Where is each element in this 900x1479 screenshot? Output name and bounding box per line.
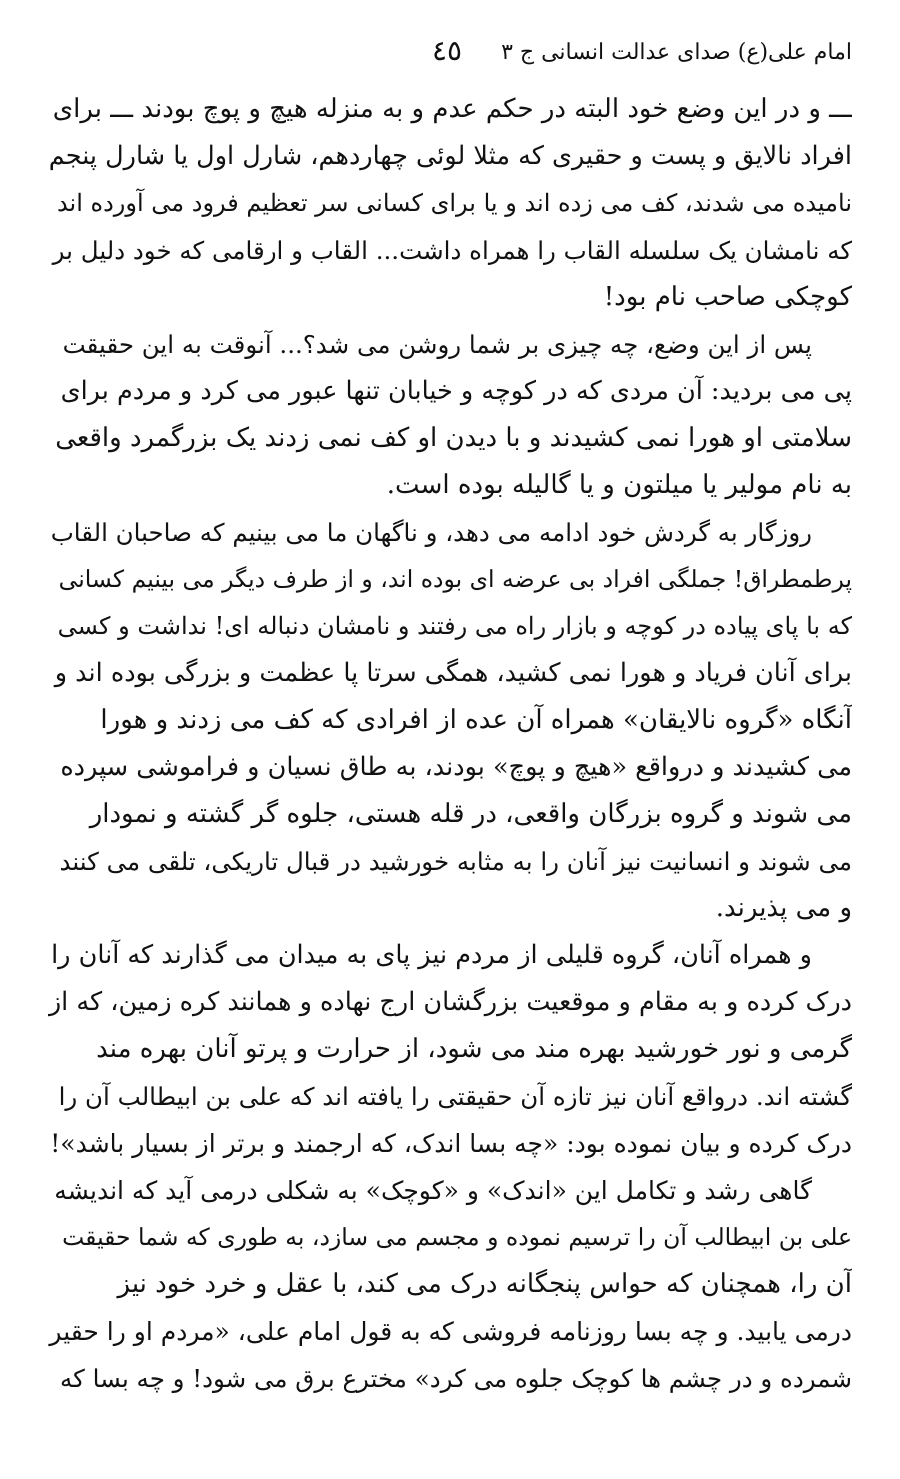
text-line: ـــ و در این وضع خود البته در حکم عدم و به منزله هیچ و پوچ بودند ـــ برای <box>52 94 852 124</box>
paragraph <box>48 321 852 509</box>
text-line: می کشیدند و درواقع «هیچ و پوچ» بودند، به طاق نسیان و فراموشی سپرده <box>60 752 852 782</box>
body-text <box>48 86 852 1402</box>
text-line: درمی یابید. و چه بسا روزنامه فروشی که به قول امام علی، «مردم او را حقیر <box>49 1317 852 1346</box>
text-line: که نامشان یک سلسله القاب را همراه داشت... القاب و ارقامی که خود دلیل بر <box>52 236 852 265</box>
text-line: گشته اند. درواقع آنان نیز تازه آن حقیقتی را یافته اند که علی بن ابیطالب آن را <box>58 1082 852 1111</box>
text-line: درک کرده و بیان نموده بود: «چه بسا اندک، که ارجمند و برتر از بسیار باشد»! <box>50 1129 852 1158</box>
text-line: درک کرده و به مقام و موقعیت بزرگشان ارج نهاده و همانند کره زمین، که از <box>48 987 852 1017</box>
text-line: روزگار به گردش خود ادامه می دهد، و ناگهان ما می بینیم که صاحبان القاب <box>50 518 812 547</box>
text-line: و همراه آنان، گروه قلیلی از مردم نیز پای به میدان می گذارند که آنان را <box>51 940 812 970</box>
text-line: گرمی و نور خورشید بهره مند می شود، از حرارت و پرتو آنان بهره مند <box>96 1034 852 1064</box>
text-line: و می پذیرند. <box>715 893 852 923</box>
text-line: می شوند و گروه بزرگان واقعی، در قله هستی، جلوه گر گشته و نمودار <box>89 799 852 829</box>
paragraph <box>48 86 852 321</box>
text-line: سلامتی او هورا نمی کشیدند و با دیدن او کف نمی زدند یک بزرگمرد واقعی <box>55 423 852 453</box>
text-line: می شوند و انسانیت نیز آنان را به مثابه خورشید در قبال تاریکی، تلقی می کنند <box>59 847 852 876</box>
page-header <box>0 36 900 80</box>
text-line: نامیده می شدند، کف می زده اند و یا برای کسانی سر تعظیم فرود می آورده اند <box>56 189 852 217</box>
text-line: پس از این وضع، چه چیزی بر شما روشن می شد؟... آنوقت به این حقیقت <box>62 330 812 359</box>
paragraph <box>48 1167 852 1402</box>
text-line: پی می بردید: آن مردی که در کوچه و خیابان تنها عبور می کرد و مردم برای <box>60 376 852 406</box>
running-title: امام علی(ع) صدای عدالت انسانی ج ۳ <box>501 40 852 65</box>
page-number: ٤٥ <box>431 34 463 67</box>
paragraph <box>48 509 852 932</box>
text-line: آنگاه «گروه نالایقان» همراه آن عده از افرادی که کف می زدند و هورا <box>100 705 852 735</box>
text-line: به نام مولیر یا میلتون و یا گالیله بوده است. <box>386 470 852 500</box>
text-line: پرطمطراق! جملگی افراد بی عرضه ای بوده اند، و از طرف دیگر می بینیم کسانی <box>58 565 852 593</box>
text-line: گاهی رشد و تکامل این «اندک» و «کوچک» به شکلی درمی آید که اندیشه <box>54 1176 812 1205</box>
text-line: که با پای پیاده در کوچه و بازار راه می رفتند و نامشان دنباله ای! نداشت و کسی <box>57 612 852 640</box>
text-line: برای آنان فریاد و هورا نمی کشید، همگی سرتا پا عظمت و بزرگی بوده اند و <box>54 658 852 688</box>
text-line: علی بن ابیطالب آن را ترسیم نموده و مجسم می سازد، به طوری که شما حقیقت <box>62 1223 852 1251</box>
text-line: شمرده و در چشم ها کوچک جلوه می کرد» مخترع برق می شود! و چه بسا که <box>60 1364 852 1393</box>
paragraph <box>48 932 852 1167</box>
text-line: افراد نالایق و پست و حقیری که مثلا لوئی چهاردهم، شارل اول یا شارل پنجم <box>48 141 852 171</box>
text-line: کوچکی صاحب نام بود! <box>603 282 852 312</box>
text-line: آن را، همچنان که حواس پنجگانه درک می کند، با عقل و خرد خود نیز <box>117 1269 852 1299</box>
